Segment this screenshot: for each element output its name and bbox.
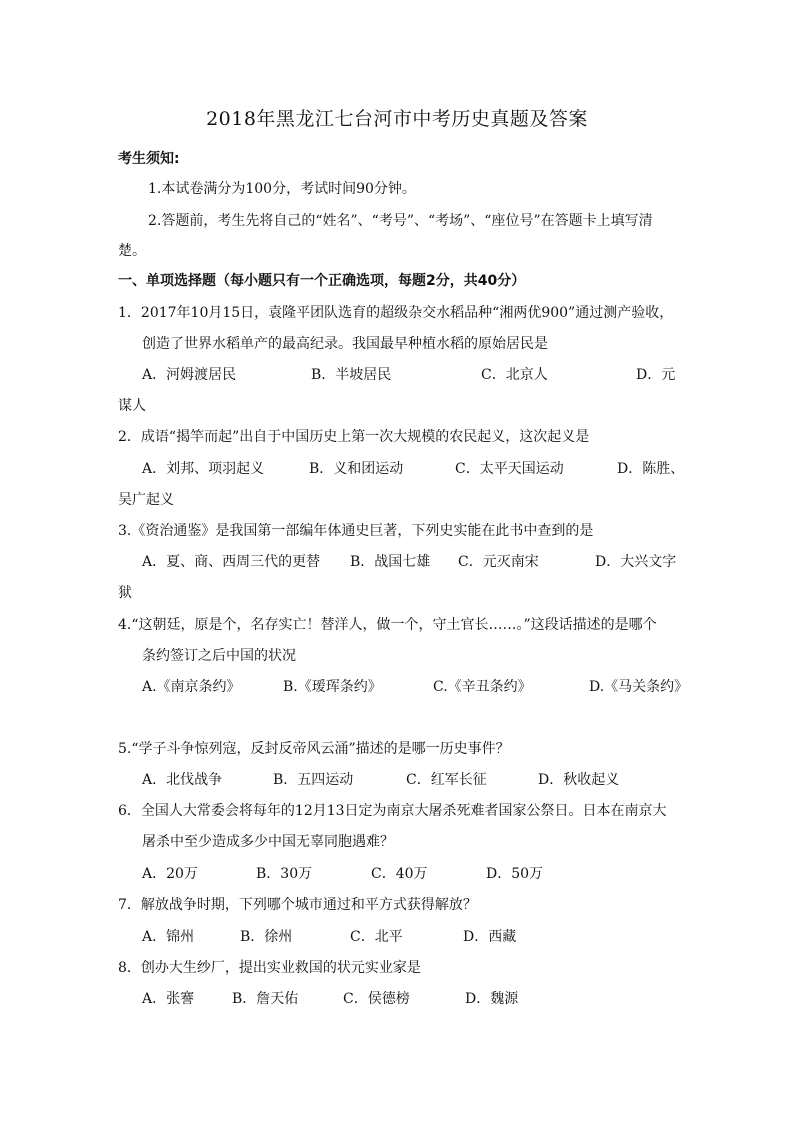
question-2-stem-line-1: 2．成语“揭竿而起”出自于中国历史上第一次大规模的农民起义，这次起义是 [118,429,590,445]
question-2-option-c: C．太平天国运动 [455,461,564,477]
question-3-option-d-wrap: 狱 [118,585,132,601]
question-2-option-d: D．陈胜、 [617,461,685,477]
question-2-option-b: B．义和团运动 [309,461,404,477]
question-5-option-b: B．五四运动 [273,772,354,788]
question-7-option-c: C．北平 [350,929,403,945]
question-3-option-b: B．战国七雄 [350,554,431,570]
question-1-option-b: B．半坡居民 [311,367,392,383]
question-1-stem-line-2: 创造了世界水稻单产的最高纪录。我国最早种植水稻的原始居民是 [142,336,548,352]
question-6-option-c: C．40万 [371,866,428,882]
question-3-option-d: D．大兴文字 [595,554,677,570]
question-2-option-d-wrap: 吴广起义 [118,492,174,508]
question-6-stem-line-2: 屠杀中至少造成多少中国无辜同胞遇难？ [142,834,394,850]
question-7-option-b: B．徐州 [240,929,293,945]
question-8-option-c: C．侯德榜 [343,991,410,1007]
notice-item-2-line-1: 2.答题前，考生先将自己的“姓名”、“考号”、“考场”、“座位号”在答题卡上填写清 [148,213,653,229]
question-4-option-c: C.《辛丑条约》 [433,679,532,695]
question-4-stem-line-2: 条约签订之后中国的状况 [142,648,296,664]
question-1-option-c: C．北京人 [481,367,548,383]
question-4-option-a: A.《南京条约》 [142,679,241,695]
question-8-option-d: D．魏源 [465,991,519,1007]
section-heading: 一、单项选择题（每小题只有一个正确选项，每题2分，共40分） [118,273,526,289]
question-3-stem-line-1: 3.《资治通鉴》是我国第一部编年体通史巨著，下列史实能在此书中查到的是 [118,523,594,539]
question-1-option-d-wrap: 谋人 [118,398,146,414]
question-7-option-a: A．锦州 [142,929,195,945]
question-6-option-d: D．50万 [486,866,544,882]
question-8-option-a: A．张謇 [142,991,195,1007]
question-3-option-a: A．夏、商、西周三代的更替 [142,554,321,570]
notice-heading: 考生须知: [118,151,180,167]
page-title: 2018年黑龙江七台河市中考历史真题及答案 [206,108,588,130]
question-7-stem-line-1: 7．解放战争时期，下列哪个城市通过和平方式获得解放？ [118,897,477,913]
question-8-stem-line-1: 8．创办大生纱厂，提出实业救国的状元实业家是 [118,960,421,976]
question-1-stem-line-1: 1．2017年10月15日，袁隆平团队选育的超级杂交水稻品种“湘两优900”通过测产验收， [118,305,674,321]
question-6-option-a: A．20万 [142,866,198,882]
question-5-option-c: C．红军长征 [406,772,487,788]
question-5-option-a: A．北伐战争 [142,772,223,788]
question-4-option-d: D.《马关条约》 [589,679,689,695]
question-3-option-c: C．元灭南宋 [458,554,539,570]
question-7-option-d: D．西藏 [463,929,517,945]
question-1-option-a: A．河姆渡居民 [142,367,237,383]
notice-item-1: 1.本试卷满分为100分，考试时间90分钟。 [148,181,416,197]
question-4-stem-line-1: 4.“这朝廷，原是个，名存实亡！替洋人，做一个，守土官长……。”这段话描述的是哪个 [118,617,657,633]
question-4-option-b: B.《瑷珲条约》 [283,679,382,695]
question-5-option-d: D．秋收起义 [538,772,620,788]
question-2-option-a: A．刘邦、项羽起义 [142,461,265,477]
notice-item-2-line-2: 楚。 [118,243,146,259]
question-1-option-d: D．元 [636,367,676,383]
question-5-stem-line-1: 5.“学子斗争惊列寇，反封反帝风云涌”描述的是哪一历史事件？ [118,741,510,757]
question-6-option-b: B．30万 [256,866,313,882]
question-6-stem-line-1: 6．全国人大常委会将每年的12月13日定为南京大屠杀死难者国家公祭日。日本在南京大 [118,803,667,819]
question-8-option-b: B．詹天佑 [232,991,299,1007]
